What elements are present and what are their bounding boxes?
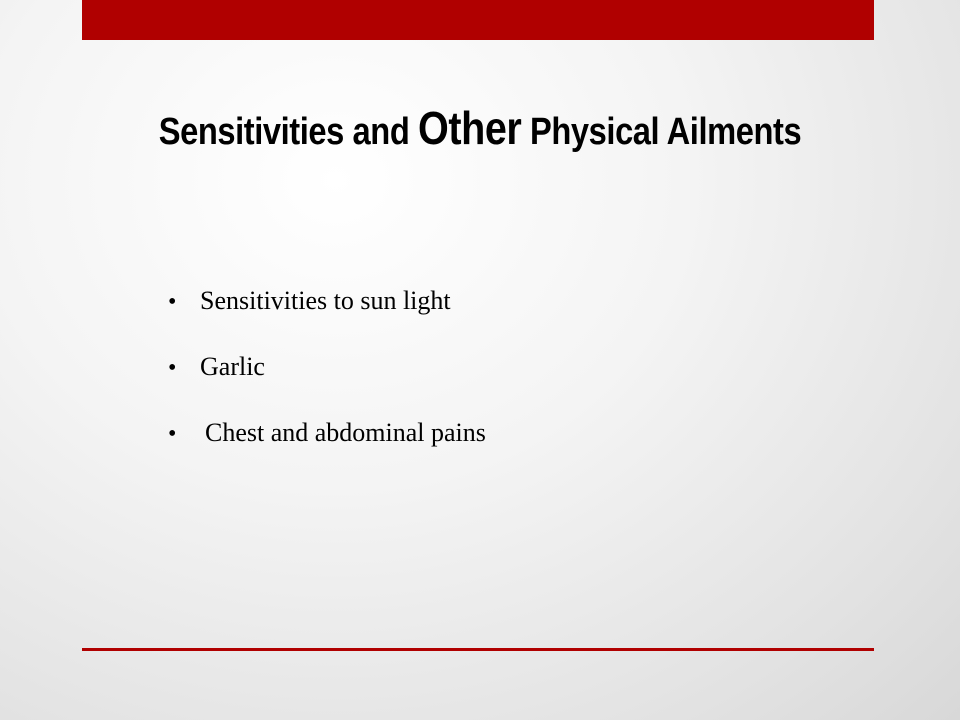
title-text-emphasis: Other: [418, 102, 522, 154]
bullet-icon: •: [168, 355, 177, 381]
list-item: [168, 286, 486, 352]
bullet-text: Sensitivities to sun light: [200, 286, 451, 315]
bullet-text: Chest and abdominal pains: [205, 418, 486, 447]
slide-title: [153, 100, 807, 160]
bullet-text: Garlic: [200, 352, 265, 381]
bullet-list: [168, 286, 486, 484]
list-item: [168, 418, 486, 484]
list-item: [168, 352, 486, 418]
title-container: [100, 100, 860, 160]
bullet-icon: •: [168, 421, 177, 447]
top-accent-bar: [82, 0, 874, 40]
title-text-part2: Physical Ailments: [521, 111, 802, 153]
bottom-accent-line: [82, 648, 874, 651]
bullet-icon: •: [168, 289, 177, 315]
title-text-part1: Sensitivities and: [158, 111, 419, 153]
